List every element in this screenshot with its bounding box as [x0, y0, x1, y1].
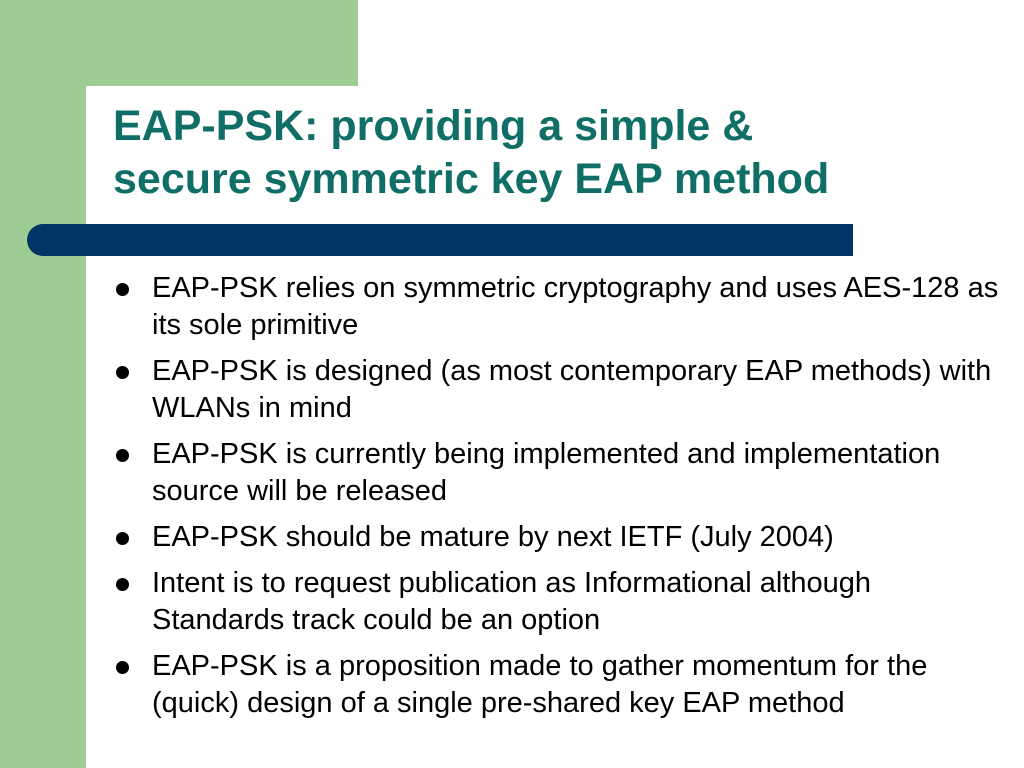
list-item: [113, 648, 1003, 722]
title-line-1: EAP-PSK: providing a simple &: [113, 102, 754, 150]
bullet-list: [113, 270, 1003, 731]
bullet-icon: [116, 366, 129, 379]
left-decor-strip: [0, 0, 86, 768]
list-item: [113, 565, 1003, 639]
bullet-text: EAP-PSK is a proposition made to gather momentum for the (quick) design of a single pre-shared key EAP method: [152, 650, 928, 719]
title-underline-bar: [27, 224, 853, 256]
title-line-2: secure symmetric key EAP method: [113, 155, 830, 203]
top-decor-block: [86, 0, 358, 86]
bullet-text: Intent is to request publication as Informational although Standards track could be an option: [152, 567, 872, 636]
bullet-text: EAP-PSK is currently being implemented and implementation source will be released: [152, 438, 941, 507]
slide-title: [113, 100, 1013, 206]
bullet-text: EAP-PSK should be mature by next IETF (July 2004): [152, 521, 834, 553]
list-item: [113, 270, 1003, 344]
bullet-text: EAP-PSK relies on symmetric cryptography and uses AES-128 as its sole primitive: [152, 272, 999, 341]
list-item: [113, 436, 1003, 510]
list-item: [113, 353, 1003, 427]
bullet-icon: [116, 578, 129, 591]
bullet-icon: [116, 449, 129, 462]
bullet-icon: [116, 661, 129, 674]
list-item: [113, 519, 1003, 556]
bullet-text: EAP-PSK is designed (as most contemporary EAP methods) with WLANs in mind: [152, 355, 992, 424]
bullet-icon: [116, 283, 129, 296]
bullet-icon: [116, 532, 129, 545]
